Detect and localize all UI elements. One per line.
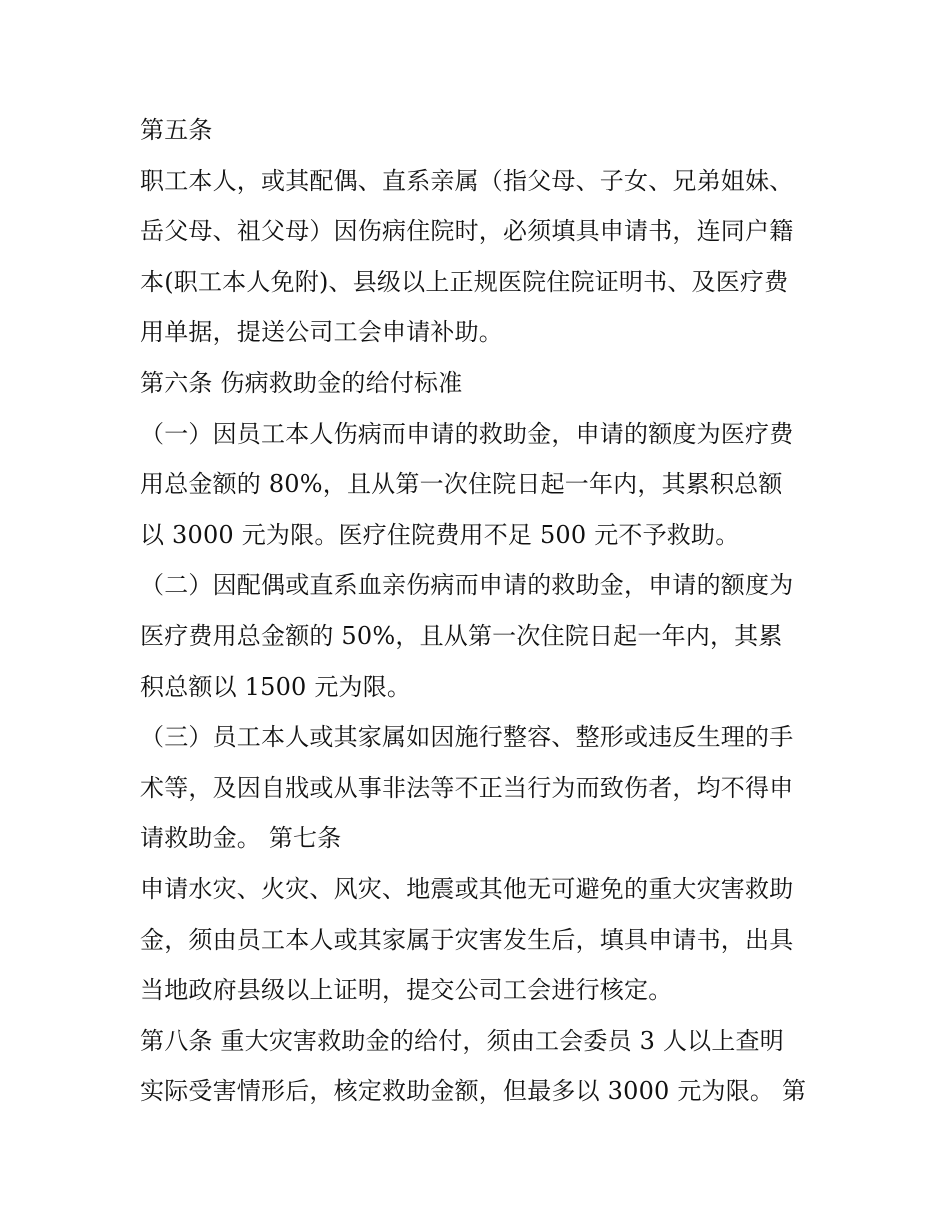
text-line-6: 第六条 伤病救助金的给付标准 [140, 368, 463, 397]
text-line-1: 第五条 [140, 116, 213, 144]
text-line-8: 用总金额的 80%，且从第一次住院日起一年内，其累积总额 [140, 470, 783, 499]
text-line-20: 实际受害情形后，核定救助金额，但最多以 3000 元为限。 第 [140, 1077, 807, 1106]
text-line-12: 积总额以 1500 元为限。 [140, 672, 412, 701]
text-line-13: （三）员工本人或其家属如因施行整容、整形或违反生理的手 [140, 723, 794, 752]
text-line-9: 以 3000 元为限。医疗住院费用不足 500 元不予救助。 [140, 520, 740, 549]
text-line-5: 用单据，提送公司工会申请补助。 [140, 318, 503, 347]
text-line-18: 当地政府县级以上证明，提交公司工会进行核定。 [140, 976, 673, 1005]
text-line-11: 医疗费用总金额的 50%，且从第一次住院日起一年内，其累 [140, 621, 783, 650]
text-line-7: （一）因员工本人伤病而申请的救助金，申请的额度为医疗费 [140, 419, 794, 448]
text-line-16: 申请水灾、火灾、风灾、地震或其他无可避免的重大灾害救助 [140, 874, 794, 903]
text-line-2: 职工本人，或其配偶、直系亲属（指父母、子女、兄弟姐妹、 [140, 166, 794, 195]
text-line-15: 请救助金。 第七条 [140, 824, 342, 853]
text-line-10: （二）因配偶或直系血亲伤病而申请的救助金，申请的额度为 [140, 571, 794, 600]
text-line-4: 本(职工本人免附)、县级以上正规医院住院证明书、及医疗费 [140, 267, 789, 296]
document-body [140, 105, 830, 1117]
text-line-14: 术等，及因自戕或从事非法等不正当行为而致伤者，均不得申 [140, 773, 794, 802]
text-line-3: 岳父母、祖父母）因伤病住院时，必须填具申请书，连同户籍 [140, 217, 794, 246]
text-line-19: 第八条 重大灾害救助金的给付，须由工会委员 3 人以上查明 [140, 1026, 784, 1055]
text-line-17: 金，须由员工本人或其家属于灾害发生后，填具申请书，出具 [140, 925, 794, 954]
